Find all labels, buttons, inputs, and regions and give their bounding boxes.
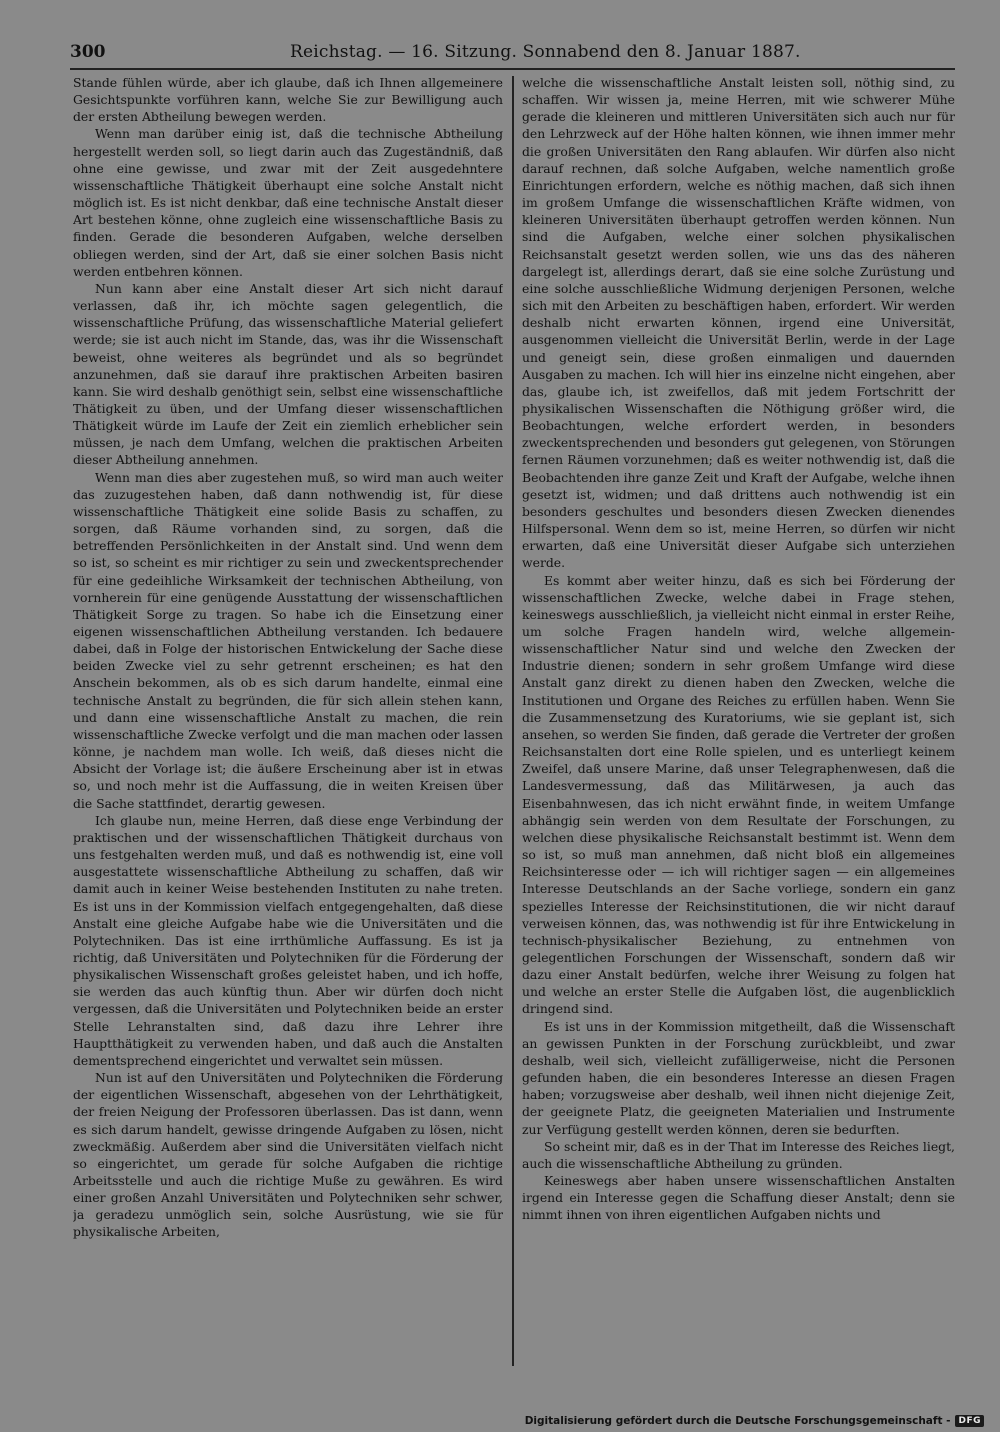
digitization-footer — [525, 1413, 984, 1429]
footer-text: Digitalisierung gefördert durch die Deutsche Forschungsgemeinschaft - — [524, 1415, 951, 1427]
paragraph: Nun ist auf den Universitäten und Polytechniken die Förderung der eigentlichen Wissenschaft, abgesehen von der Lehrthätigkeit, der freien Neigung der Professoren überlassen. Das ist dann, wenn es sich darum handelt, gewisse dringende Aufgaben zu lösen, nicht zweckmäßig. Außerdem aber sind die Universitäten vielfach nicht so eingerichtet, um gerade für solche Aufgaben die richtige Arbeitsstelle und auch die richtige Muße zu gewähren. Es wird einer großen Anzahl Universitäten und Polytechniken sehr schwer, ja geradezu unmöglich sein, solche Ausrüstung, wie sie für physikalische Arbeiten, — [73, 1070, 503, 1240]
paragraph: Ich glaube nun, meine Herren, daß diese enge Verbindung der praktischen und der wissenschaftlichen Thätigkeit durchaus von uns festgehalten werden muß, und daß es nothwendig ist, eine voll ausgestattete wissenschaftliche Abtheilung zu schaffen, daß wir damit auch in keiner Weise bestehenden Instituten zu nahe treten. Es ist uns in der Kommission vielfach entgegengehalten, daß diese Anstalt eine gleiche Aufgabe habe wie die Universitäten und die Polytechniken. Das ist eine irrthümliche Auffassung. Es ist ja richtig, daß Universitäten und Polytechniken für die Förderung der physikalischen Wissenschaft großes geleistet haben, und ich hoffe, sie werden das auch künftig thun. Aber wir dürfen doch nicht vergessen, daß die Universitäten und Polytechniken beide an erster Stelle Lehranstalten sind, daß dazu ihre Lehrer ihre Hauptthätigkeit zu verwenden haben, und daß auch die Anstalten dementsprechend eingerichtet und verwaltet sein müssen. — [73, 812, 503, 1068]
dfg-logo: DFG — [955, 1415, 984, 1427]
page-header — [70, 40, 955, 66]
paragraph: welche die wissenschaftliche Anstalt leisten soll, nöthig sind, zu schaffen. Wir wissen ja, meine Herren, mit wie schwerer Mühe gerade die kleineren und mittleren Universitäten sich auch nur für den Lehrzweck auf der Höhe halten können, wie ihnen immer mehr die großen Universitäten den Rang ablaufen. Wir dürfen also nicht darauf rechnen, daß solche Aufgaben, welche namentlich große Einrichtungen erfordern, welche es nöthig machen, daß sich ihnen im großem Umfange die wissenschaftlichen Kräfte widmen, von kleineren Universitäten überhaupt getroffen werden können. Nun sind die Aufgaben, welche einer solchen physikalischen Reichsanstalt gesetzt werden sollen, wie uns das des näheren dargelegt ist, allerdings derart, daß sie eine solche Zurüstung und eine solche ausschließliche Widmung derjenigen Personen, welche sich mit den Arbeiten zu beschäftigen haben, erfordert. Wir werden deshalb nicht erwarten können, irgend eine Universität, ausgenommen vielleicht die Universität Berlin, werde in der Lage und geneigt sein, diese großen einmaligen und dauernden Ausgaben zu machen. Ich will hier ins einzelne nicht eingehen, aber das, glaube ich, ist zweifellos, daß mit jedem Fortschritt der physikalischen Wissenschaften die Nöthigung größer wird, die Beobachtungen, welche erfordert werden, in besonders zweckentsprechenden und besonders gut gelegenen, von Störungen fernen Räumen vorzunehmen; daß es weiter nothwendig ist, daß die Beobachtenden ihre ganze Zeit und Kraft der Aufgabe, welche ihnen gesetzt ist, widmen; und daß drittens auch nothwendig ist ein besonders geschultes und besonders diesen Zwecken dienendes Hilfspersonal. Wenn dem so ist, meine Herren, so dürfen wir nicht erwarten, daß eine Universität dieser Aufgabe sich unterziehen werde. — [522, 75, 955, 571]
column-divider — [512, 76, 514, 1366]
left-column — [73, 74, 503, 1366]
paragraph: Wenn man dies aber zugestehen muß, so wird man auch weiter das zuzugestehen haben, daß dann nothwendig ist, für diese wissenschaftliche Thätigkeit eine solide Basis zu schaffen, zu sorgen, daß Räume vorhanden sind, zu sorgen, daß die betreffenden Persönlichkeiten in der Anstalt sind. Und wenn dem so ist, so scheint es mir richtiger zu sein und zweckentsprechender für eine gedeihliche Wirksamkeit der technischen Abtheilung, von vornherein für eine genügende Ausstattung der wissenschaftlichen Thätigkeit Sorge zu tragen. So habe ich die Einsetzung einer eigenen wissenschaftlichen Abtheilung verstanden. Ich bedauere dabei, daß in Folge der historischen Entwickelung der Sache diese beiden Zwecke viel zu sehr getrennt erscheinen; es hat den Anschein bekommen, als ob es sich darum handelte, einmal eine technische Anstalt zu begründen, die für sich allein stehen kann, und dann eine wissenschaftliche Anstalt zu machen, die rein wissenschaftliche Zwecke verfolgt und die man machen oder lassen könne, je nachdem man wolle. Ich weiß, daß dieses nicht die Absicht der Vorlage ist; die äußere Erscheinung aber ist in etwas so, und noch mehr ist die Auffassung, die in weiten Kreisen über die Sache stattfindet, derartig gewesen. — [73, 469, 503, 811]
paragraph: Keineswegs aber haben unsere wissenschaftlichen Anstalten irgend ein Interesse gegen die Schaffung dieser Anstalt; denn sie nimmt ihnen von ihren eigentlichen Aufgaben nichts und — [522, 1173, 955, 1223]
running-head: Reichstag. — 16. Sitzung. Sonnabend den 8. Januar 1887. — [290, 42, 801, 62]
paragraph: Es kommt aber weiter hinzu, daß es sich bei Förderung der wissenschaftlichen Zwecke, welche dabei in Frage stehen, keineswegs ausschließlich, ja vielleicht nicht einmal in erster Reihe, um solche Fragen handeln wird, welche allgemein-wissenschaftlicher Natur sind und welche den Zwecken der Industrie dienen; sondern in sehr großem Umfange wird diese Anstalt ganz direkt zu dienen haben den Zwecken, welche die Institutionen und Organe des Reiches zu erfüllen haben. Wenn Sie die Zusammensetzung des Kuratoriums, wie sie geplant ist, sich ansehen, so werden Sie finden, daß gerade die Vertreter der großen Reichsanstalten dort eine Rolle spielen, und es unterliegt keinem Zweifel, daß unsere Marine, daß unser Telegraphenwesen, daß die Landesvermessung, daß das Militärwesen, ja auch das Eisenbahnwesen, das ich nicht erwähnt finde, in weitem Umfange abhängig sein werden von dem Resultate der Forschungen, zu welchen diese physikalische Reichsanstalt bestimmt ist. Wenn dem so ist, so muß man annehmen, daß nicht bloß ein allgemeines Reichsinteresse oder — ich will richtiger sagen — ein allgemeines Interesse Deutschlands an der Sache vorliege, sondern ein ganz spezielles Interesse der Reichsinstitutionen, die wir nicht darauf verweisen können, das, was nothwendig ist für ihre Entwickelung in technisch-physikalischer Beziehung, zu entnehmen von gelegentlichen Forschungen der Wissenschaft, sondern daß wir dazu einer Anstalt bedürfen, welche ihrer Weisung zu folgen hat und welche an erster Stelle die Aufgaben löst, die augenblicklich dringend sind. — [522, 572, 955, 1017]
paragraph: Stande fühlen würde, aber ich glaube, daß ich Ihnen allgemeinere Gesichtspunkte vorführen kann, welche Sie zur Bewilligung auch der ersten Abtheilung bewegen werden. — [73, 75, 503, 125]
right-column — [522, 74, 955, 1366]
header-rule — [70, 68, 955, 70]
paragraph: Es ist uns in der Kommission mitgetheilt, daß die Wissenschaft an gewissen Punkten in der Forschung zurückbleibt, und zwar deshalb, weil sich, vielleicht zufälligerweise, nicht die Personen gefunden haben, die ein besonderes Interesse an diesen Fragen haben; vorzugsweise aber deshalb, weil ihnen nicht diejenige Zeit, der geeignete Platz, die geeigneten Materialien und Instrumente zur Verfügung gestellt werden können, deren sie bedurften. — [522, 1018, 955, 1137]
page-number: 300 — [70, 42, 106, 62]
paragraph: Wenn man darüber einig ist, daß die technische Abtheilung hergestellt werden soll, so liegt darin auch das Zugeständniß, daß ohne eine gewisse, und zwar mit der Zeit ausgedehntere wissenschaftliche Thätigkeit überhaupt eine solche Anstalt nicht möglich ist. Es ist nicht denkbar, daß eine technische Anstalt dieser Art bestehen könne, ohne zugleich eine wissenschaftliche Basis zu finden. Gerade die besonderen Aufgaben, welche derselben obliegen werden, sind der Art, daß sie einer solchen Basis nicht werden entbehren können. — [73, 126, 503, 279]
paragraph: Nun kann aber eine Anstalt dieser Art sich nicht darauf verlassen, daß ihr, ich möchte sagen gelegentlich, die wissenschaftliche Prüfung, das wissenschaftliche Material geliefert werde; sie ist auch nicht im Stande, das, was ihr die Wissenschaft beweist, ohne weiteres als begründet und als so begründet anzunehmen, daß sie darauf ihre praktischen Arbeiten basiren kann. Sie wird deshalb genöthigt sein, selbst eine wissenschaftliche Thätigkeit zu üben, und der Umfang dieser wissenschaftlichen Thätigkeit würde im Laufe der Zeit ein ziemlich erheblicher sein müssen, je nach dem Umfang, welchen die praktischen Arbeiten dieser Abtheilung annehmen. — [73, 280, 503, 468]
paragraph: So scheint mir, daß es in der That im Interesse des Reiches liegt, auch die wissenschaftliche Abtheilung zu gründen. — [522, 1138, 955, 1171]
